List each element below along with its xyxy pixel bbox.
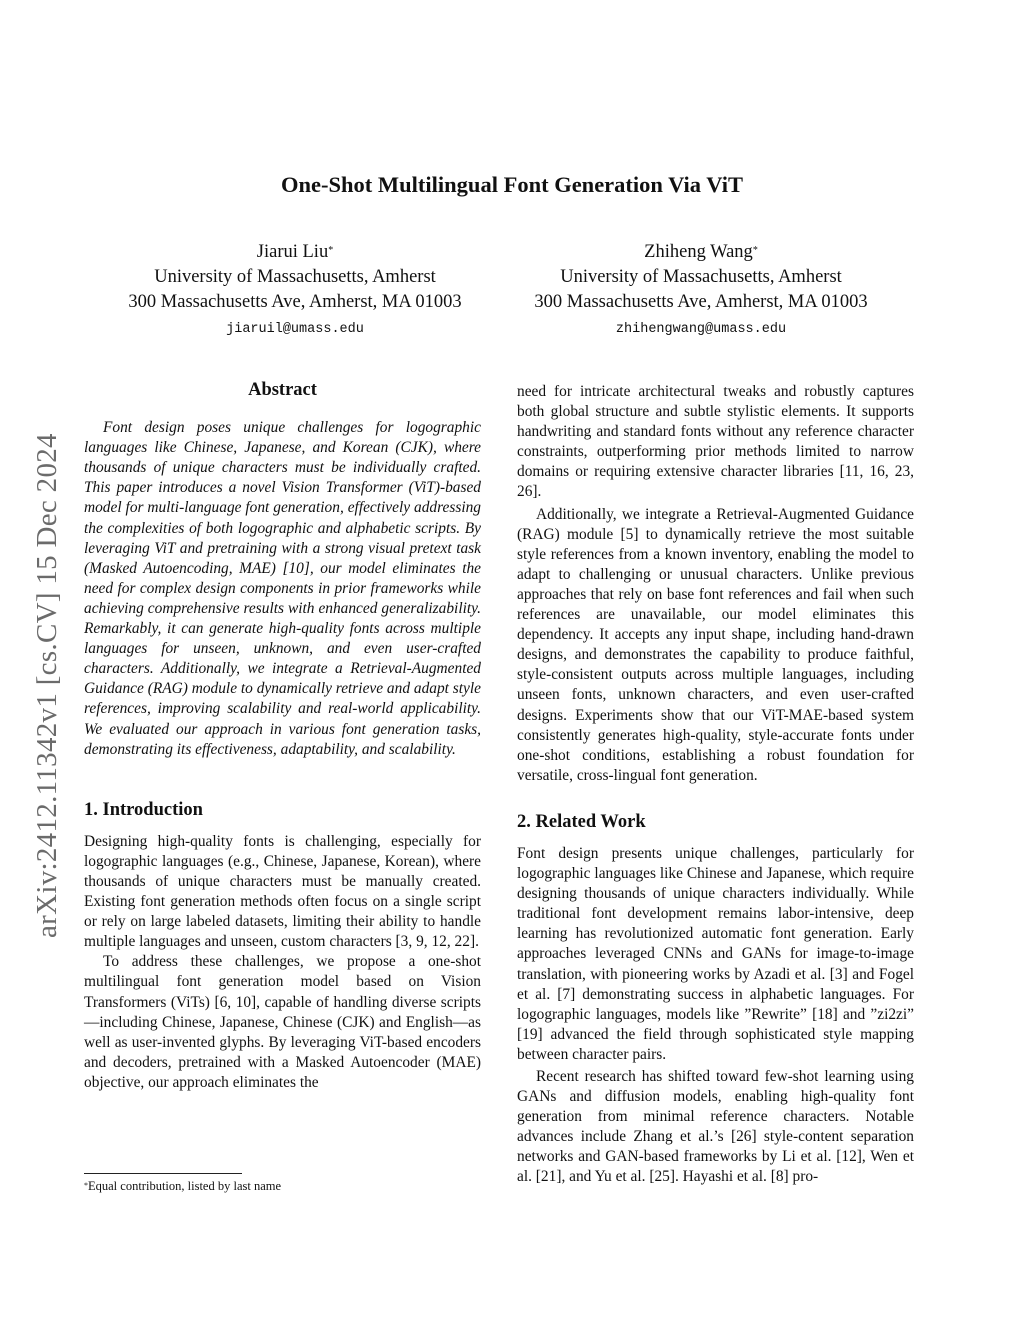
author-affiliation: University of Massachusetts, Amherst [154,267,436,287]
author-mark: * [328,245,334,256]
author-affiliation: University of Massachusetts, Amherst [560,267,842,287]
author-name: Jiarui Liu [256,242,329,262]
introduction-paragraph-2: To address these challenges, we propose a one-shot multilingual font generation model based on Vision Transformers (ViTs) [6, 10], capable of handling diverse scripts—including Chinese, Japanese, Chinese (CJK) and English—as well as user-invented glyphs. By leveraging ViT-based encoders and decoders, pretrained with a Masked Autoencoder (MAE) objective, our approach eliminates the [84,953,481,1091]
related-work-paragraph-2: Recent research has shifted toward few-shot learning using GANs and diffusion models, enabling high-quality font generation from minimal reference characters. Notable advances include Zhang et al.’s [26] style-content separation networks and GAN-based frameworks by Li et al. [12], Wen et al. [21], and Yu et al. [25]. Hayashi et al. [8] pro- [517,1068,914,1186]
author-mark: * [752,245,758,256]
abstract-heading: Abstract [248,380,317,400]
arxiv-identifier: arXiv:2412.11342v1 [cs.CV] 15 Dec 2024 [31,433,63,938]
author-name-line [491,240,911,265]
right-column [517,382,914,1188]
author-block-1 [85,240,505,341]
footnote-rule [84,1173,242,1174]
footnote-mark: * [84,1181,88,1190]
author-address: 300 Massachusetts Ave, Amherst, MA 01003 [128,292,462,312]
related-work-paragraph-1: Font design presents unique challenges, particularly for logographic languages like Chinese and Japanese, which require designing thousands of unique characters individually. While traditional font development remains labor-intensive, deep learning has revolutionized automatic font generation. Early approaches leveraged CNNs and GANs for image-to-image translation, with pioneering works by Azadi et al. [3] and Fogel et al. [7] demonstrating success in alphabetic languages. For logographic languages, models like ”Rewrite” [18] and ”zi2zi” [19] advanced the field through sophisticated style mapping between character pairs. [517,844,914,1063]
author-name: Zhiheng Wang [644,242,753,262]
abstract-section [84,380,481,760]
related-work-heading: 2. Related Work [517,811,646,832]
footnote-text: Equal contribution, listed by last name [88,1179,282,1193]
abstract-text: Font design poses unique challenges for logographic languages like Chinese, Japanese, and Korean (CJK), where thousands of unique characters must be individually crafted. This paper introduces a novel Vision Transformer (ViT)-based model for multi-language font generation, effectively addressing the complexities of both logographic and alphabetic scripts. By leveraging ViT and pretraining with a strong visual pretext task (Masked Autoencoding, MAE) [10], our model eliminates the need for complex design components in prior frameworks while achieving comprehensive results with enhanced generalizability. Remarkably, it can generate high-quality fonts across multiple languages for unseen, unknown, and even user-crafted characters. Additionally, we integrate a Retrieval-Augmented Guidance (RAG) module to dynamically retrieve and adapt style references, improving scalability and real-world applicability. We evaluated our approach in various font generation tasks, demonstrating its effectiveness, adaptability, and scalability. [84,419,481,758]
paper-title: One-Shot Multilingual Font Generation Via ViT [281,172,743,197]
introduction-paragraph-4: Additionally, we integrate a Retrieval-Augmented Guidance (RAG) module [5] to dynamically retrieve the most suitable style references from a known inventory, enabling the model to adapt to challenging or unusual characters. Unlike previous approaches that rely on base font references and fail when such references are unavailable, our model eliminates this dependency. It accepts any input shape, including hand-drawn designs, and demonstrates the capability to produce faithful, style-consistent outputs across multiple languages, including unseen fonts, unknown characters, and even user-crafted designs. Experiments show that our ViT-MAE-based system consistently generates high-quality, style-accurate fonts under one-shot conditions, establishing a robust foundation for versatile, cross-lingual font generation. [517,505,914,784]
author-email: zhihengwang@umass.edu [615,322,787,337]
author-block-2 [491,240,911,341]
introduction-heading: 1. Introduction [84,799,203,820]
left-column [84,380,481,1093]
author-address: 300 Massachusetts Ave, Amherst, MA 01003 [534,292,868,312]
author-email: jiaruil@umass.edu [226,322,364,337]
introduction-paragraph-3: need for intricate architectural tweaks and robustly captures both global structure and subtle stylistic elements. It supports handwriting and standard fonts without any reference character constraints, outperforming prior methods limited to narrow domains or requiring extensive character libraries [11, 16, 23, 26]. [517,383,914,501]
introduction-paragraph-1: Designing high-quality fonts is challenging, especially for logographic languages (e.g., Chinese, Japanese, Korean), where thousands of unique characters must be manually created. Existing font generation methods often focus on a single script or rely on large labeled datasets, limiting their ability to handle multiple languages and unseen, custom characters [3, 9, 12, 22]. [84,832,481,951]
author-name-line [85,240,505,265]
footnote [84,1178,281,1194]
